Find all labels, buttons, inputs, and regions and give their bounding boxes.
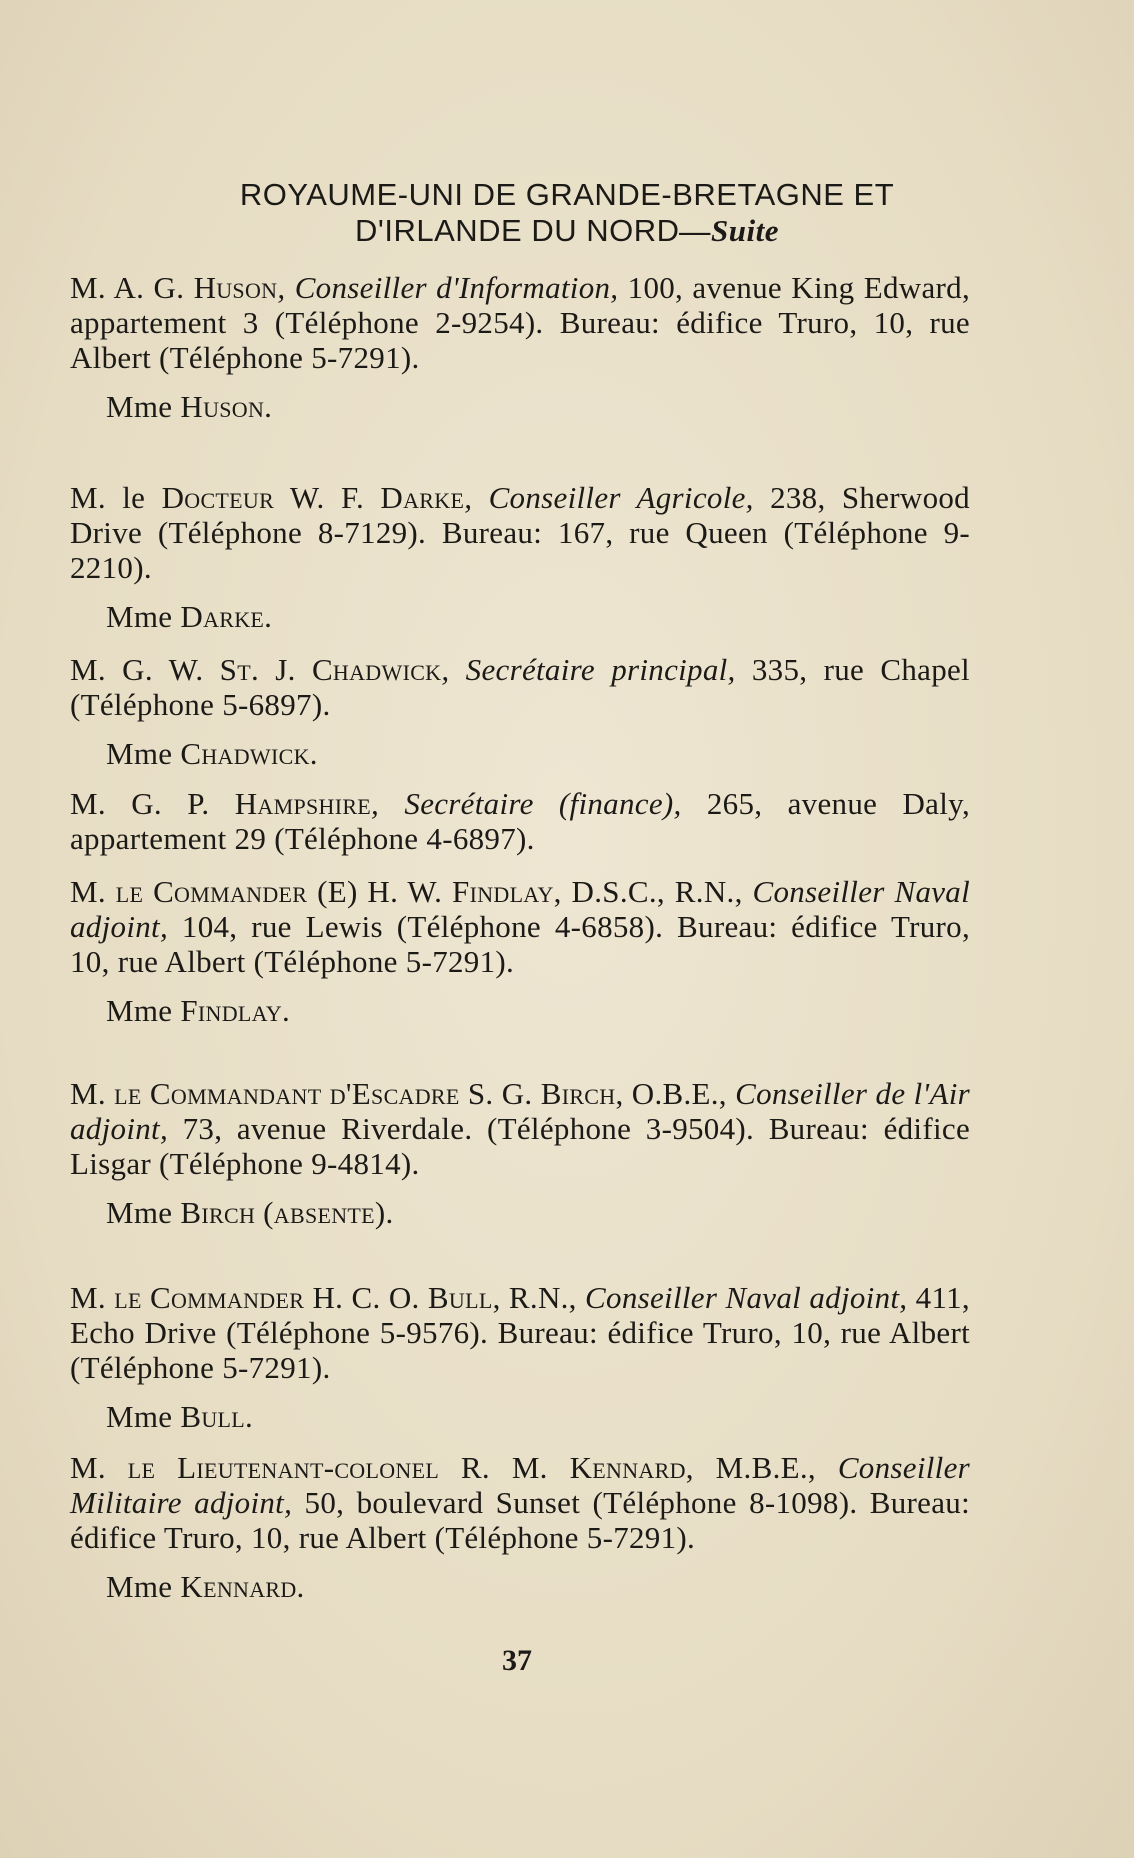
entry-text	[70, 270, 970, 375]
entry-spouse	[106, 736, 1006, 771]
entry-bull	[70, 1280, 970, 1434]
spouse-prefix: Mme	[106, 736, 181, 771]
entry-text	[70, 480, 970, 585]
spouse-name: Birch (absente).	[180, 1195, 394, 1230]
entry-text	[70, 874, 970, 979]
spouse-name: Darke.	[180, 599, 273, 634]
entry-role: Conseiller Naval adjoint,	[585, 1280, 908, 1315]
entry-title: , M.B.E.,	[685, 1450, 838, 1485]
entry-prefix: M. G. P.	[70, 786, 235, 821]
entry-title: , D.S.C., R.N.,	[553, 874, 753, 909]
entry-role: Conseiller de l'Air adjoint,	[70, 1076, 970, 1146]
entry-title: , O.B.E.,	[615, 1076, 736, 1111]
entry-details: Conseiller Militaire adjoint, 50, boulevard Sunset (Téléphone 8-1098). Bureau: édifice Truro, 10, rue Albert (Téléphone 5-7291).	[70, 1450, 970, 1555]
entry-spouse	[106, 993, 1006, 1028]
entry-name: le Commander (E) H. W. Findlay	[115, 874, 554, 909]
entry-chadwick	[70, 652, 970, 771]
entry-details: 238, Sherwood Drive (Téléphone 8-7129). Bureau: 167, rue Queen (Téléphone 9-2210).	[70, 480, 970, 585]
entry-details: 100, avenue King Edward, appartement 3 (Téléphone 2-9254). Bureau: édifice Truro, 10, rue Albert (Téléphone 5-7291).	[70, 270, 971, 375]
entry-kennard	[70, 1450, 970, 1604]
entry-name: St. J. Chadwick	[219, 652, 442, 687]
entry-text	[70, 1280, 970, 1385]
entry-prefix: M. G. W.	[70, 652, 220, 687]
entry-prefix: M.	[70, 1076, 115, 1111]
entry-text	[70, 652, 970, 722]
entry-title: , Secrétaire (finance),	[371, 786, 682, 821]
entry-prefix: M.	[70, 874, 116, 909]
entry-title: , Conseiller Agricole,	[464, 480, 754, 515]
entry-role: Conseiller Naval adjoint,	[70, 874, 971, 944]
spouse-prefix: Mme	[106, 1569, 181, 1604]
spouse-prefix: Mme	[106, 993, 181, 1028]
entry-prefix: M. A. G.	[70, 270, 194, 305]
spouse-prefix: Mme	[106, 1399, 181, 1434]
spouse-name: Huson.	[180, 389, 273, 424]
page-number: 37	[502, 1644, 532, 1677]
section-heading-line-1	[70, 176, 1064, 214]
entry-name: le Commandant d'Escadre S. G. Birch	[114, 1076, 616, 1111]
entry-details: 335, rue Chapel (Téléphone 5-6897).	[70, 652, 970, 722]
entry-role: Conseiller Militaire adjoint,	[70, 1450, 970, 1520]
entry-name: Docteur W. F. Darke	[161, 480, 465, 515]
entry-spouse	[106, 1399, 1006, 1434]
entry-details: Conseiller Naval adjoint, 411, Echo Drive (Téléphone 5-9576). Bureau: édifice Truro, 10, rue Albert (Téléphone 5-7291).	[70, 1280, 970, 1385]
entry-text	[70, 1450, 970, 1555]
spouse-name: Findlay.	[180, 993, 291, 1028]
entry-title: , R.N.,	[492, 1280, 586, 1315]
entry-text	[70, 1076, 970, 1181]
spouse-prefix: Mme	[106, 389, 181, 424]
entry-huson	[70, 270, 970, 424]
entry-details: Conseiller de l'Air adjoint, 73, avenue Riverdale. (Téléphone 3-9504). Bureau: édifice Lisgar (Téléphone 9-4814).	[70, 1076, 970, 1181]
entry-name: Huson	[193, 270, 278, 305]
entry-spouse	[106, 599, 1006, 634]
entry-text	[70, 786, 970, 856]
spouse-prefix: Mme	[106, 1195, 181, 1230]
entry-findlay	[70, 874, 970, 1028]
heading-text-2: D'IRLANDE DU NORD	[355, 213, 680, 248]
heading-text-1: ROYAUME-UNI DE GRANDE-BRETAGNE ET	[239, 177, 895, 212]
spouse-name: Chadwick.	[180, 736, 318, 771]
entry-prefix: M. le	[70, 480, 162, 515]
spouse-name: Kennard.	[180, 1569, 305, 1604]
entry-prefix: M.	[70, 1280, 115, 1315]
section-heading-line-2	[70, 212, 1064, 250]
heading-suite: —Suite	[679, 213, 779, 248]
entry-prefix: M.	[70, 1450, 128, 1485]
entry-name: Hampshire	[234, 786, 372, 821]
entry-name: le Lieutenant-colonel R. M. Kennard	[127, 1450, 686, 1485]
entry-details: 265, avenue Daly, appartement 29 (Téléphone 4-6897).	[70, 786, 970, 856]
entry-spouse	[106, 1195, 1006, 1230]
spouse-name: Bull.	[180, 1399, 254, 1434]
entry-birch	[70, 1076, 970, 1230]
entry-hampshire	[70, 786, 970, 856]
spouse-prefix: Mme	[106, 599, 181, 634]
entry-spouse	[106, 1569, 1006, 1604]
entry-darke	[70, 480, 970, 634]
entry-spouse	[106, 389, 1006, 424]
entry-title: , Secrétaire principal,	[441, 652, 736, 687]
entry-name: le Commander H. C. O. Bull	[114, 1280, 493, 1315]
entry-details: Conseiller Naval adjoint, 104, rue Lewis (Téléphone 4-6858). Bureau: édifice Truro, 10, rue Albert (Téléphone 5-7291).	[70, 874, 971, 979]
entry-title: , Conseiller d'Information,	[277, 270, 619, 305]
